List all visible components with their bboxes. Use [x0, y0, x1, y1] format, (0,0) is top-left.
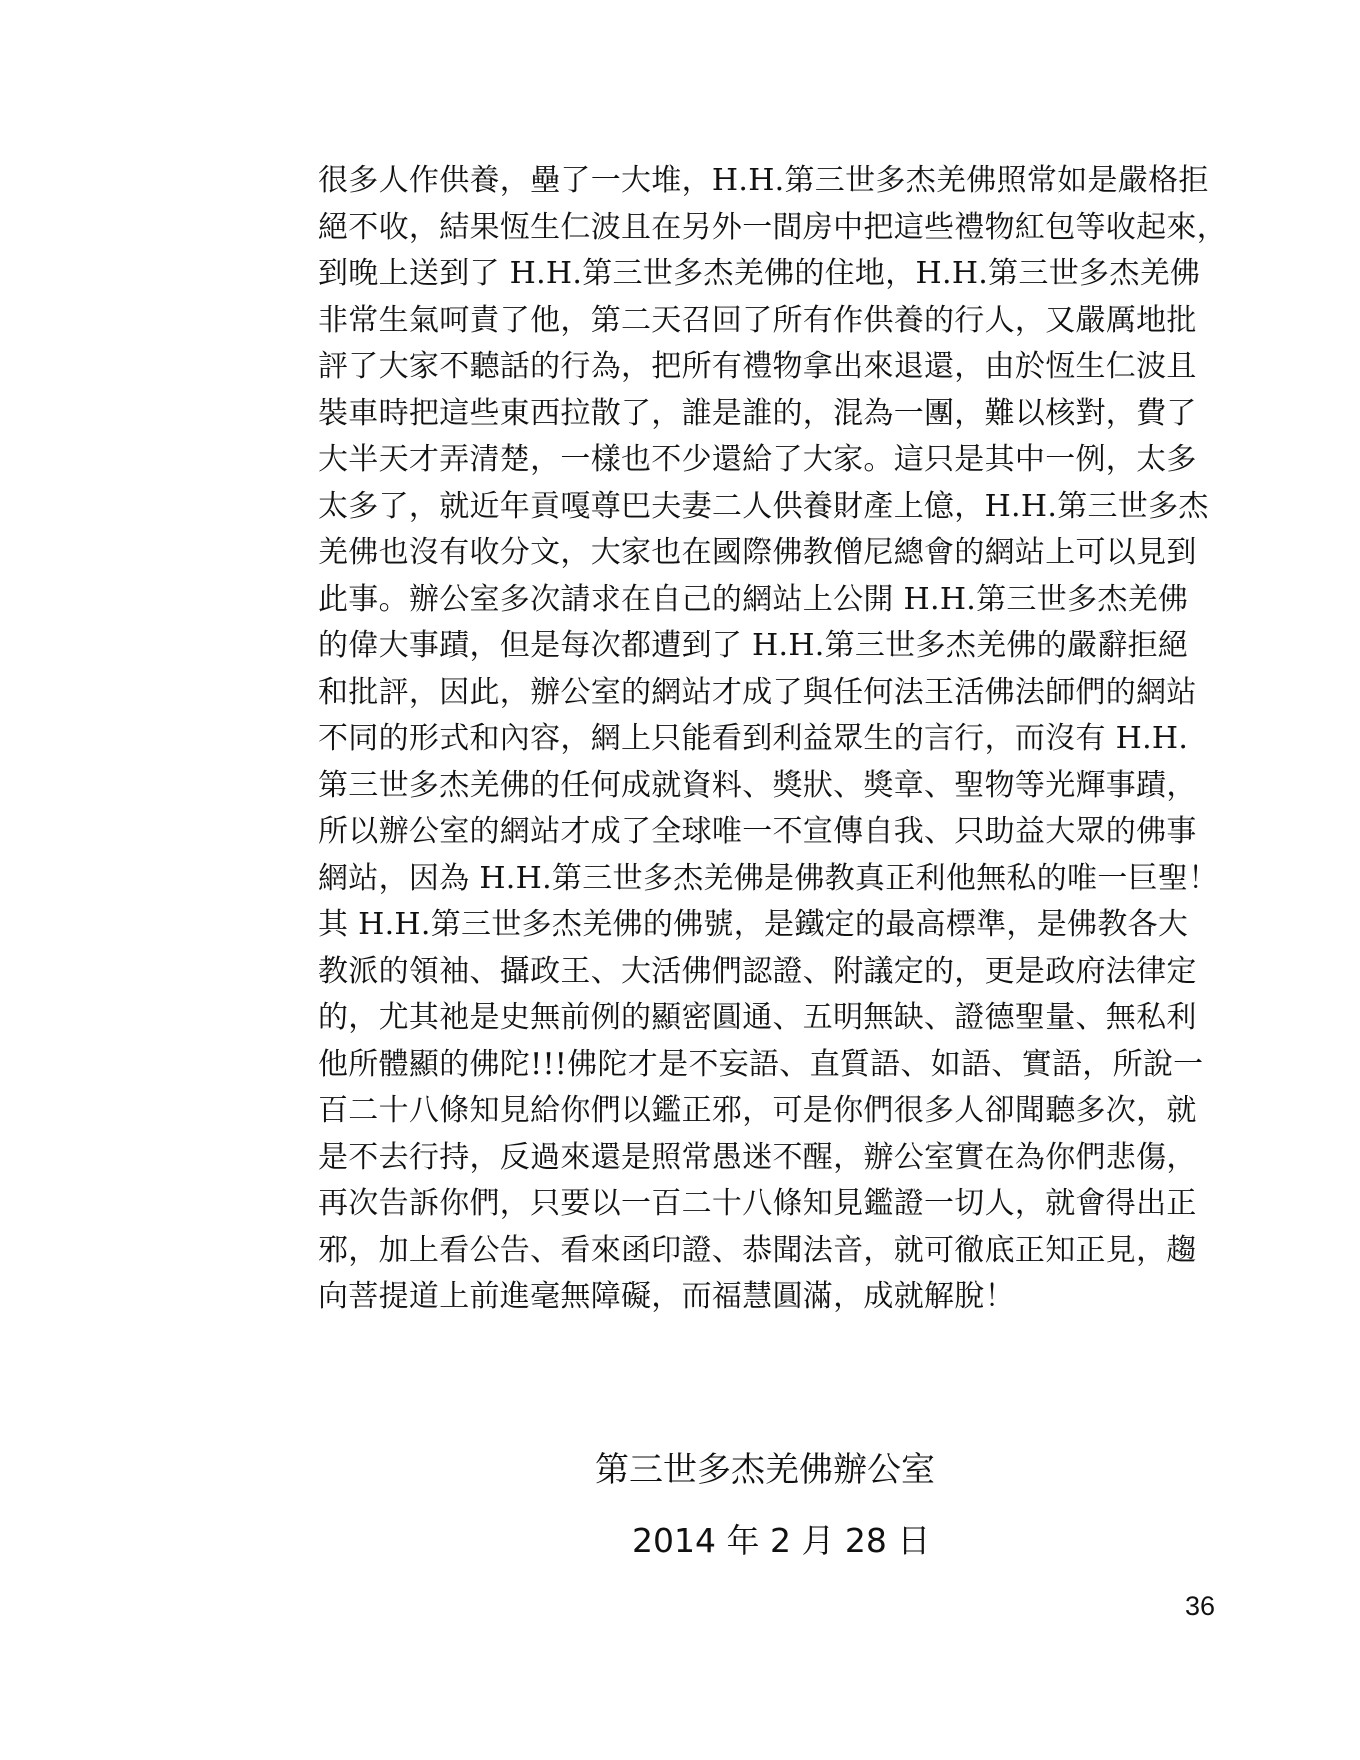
text-line: 的偉大事蹟，但是每次都遭到了 H.H.第三世多杰羌佛的嚴辭拒絕 [318, 628, 1189, 663]
text-line: 網站，因為 H.H.第三世多杰羌佛是佛教真正利他無私的唯一巨聖！ [318, 860, 1219, 896]
text-line: 不同的形式和內容，網上只能看到利益眾生的言行，而沒有 H.H. [318, 721, 1189, 756]
text-line: 到晚上送到了 H.H.第三世多杰羌佛的住地，H.H.第三世多杰羌佛 [318, 256, 1201, 291]
text-line: 第三世多杰羌佛的任何成就資料、獎狀、獎章、聖物等光輝事蹟， [318, 767, 1197, 803]
text-line: 其 H.H.第三世多杰羌佛的佛號，是鐵定的最高標準，是佛教各大 [318, 907, 1189, 942]
text-line: 是不去行持，反過來還是照常愚迷不醒，辦公室實在為你們悲傷， [318, 1139, 1197, 1175]
text-line: 教派的領袖、攝政王、大活佛們認證、附議定的，更是政府法律定 [318, 953, 1197, 989]
text-line: 非常生氣呵責了他，第二天召回了所有作供養的行人，又嚴厲地批 [318, 302, 1197, 338]
page-number: 36 [1185, 1591, 1216, 1621]
text-line: 邪，加上看公告、看來函印證、恭聞法音，就可徹底正知正見，趨 [318, 1232, 1197, 1268]
text-line: 很多人作供養，壘了一大堆，H.H.第三世多杰羌佛照常如是嚴格拒 [318, 163, 1209, 198]
text-line: 太多了，就近年貢嘎尊巴夫妻二人供養財產上億，H.H.第三世多杰 [318, 488, 1209, 524]
text-line: 向菩提道上前進毫無障礙，而福慧圓滿，成就解脫！ [318, 1279, 1015, 1314]
text-line: 評了大家不聽話的行為，把所有禮物拿出來退還，由於恆生仁波且 [318, 349, 1197, 384]
signature: 第三世多杰羌佛辦公室 [595, 1450, 935, 1490]
text-line: 他所體顯的佛陀!!!佛陀才是不妄語、直質語、如語、實語，所說一 [318, 1046, 1204, 1082]
text-line: 此事。辦公室多次請求在自己的網站上公開 H.H.第三世多杰羌佛 [318, 581, 1189, 617]
text-line: 再次告訴你們，只要以一百二十八條知見鑑證一切人，就會得出正 [318, 1186, 1197, 1221]
text-line: 絕不收，結果恆生仁波且在另外一間房中把這些禮物紅包等收起來， [318, 209, 1227, 245]
text-line: 所以辦公室的網站才成了全球唯一不宣傳自我、只助益大眾的佛事 [318, 814, 1197, 849]
text-line: 的，尤其祂是史無前例的顯密圓通、五明無缺、證德聖量、無私利 [318, 1000, 1197, 1035]
text-line: 裝車時把這些東西拉散了，誰是誰的，混為一團，難以核對，費了 [318, 395, 1197, 431]
body-paragraph [318, 158, 1258, 1321]
text-line: 百二十八條知見給你們以鑑正邪，可是你們很多人卻聞聽多次，就 [318, 1093, 1197, 1128]
date: 2014 年 2 月 28 日 [632, 1521, 931, 1560]
text-line: 和批評，因此，辦公室的網站才成了與任何法王活佛法師們的網站 [318, 674, 1197, 710]
text-line: 大半天才弄清楚，一樣也不少還給了大家。這只是其中一例，太多 [318, 442, 1197, 477]
text-line: 羌佛也沒有收分文，大家也在國際佛教僧尼總會的網站上可以見到 [318, 535, 1197, 570]
